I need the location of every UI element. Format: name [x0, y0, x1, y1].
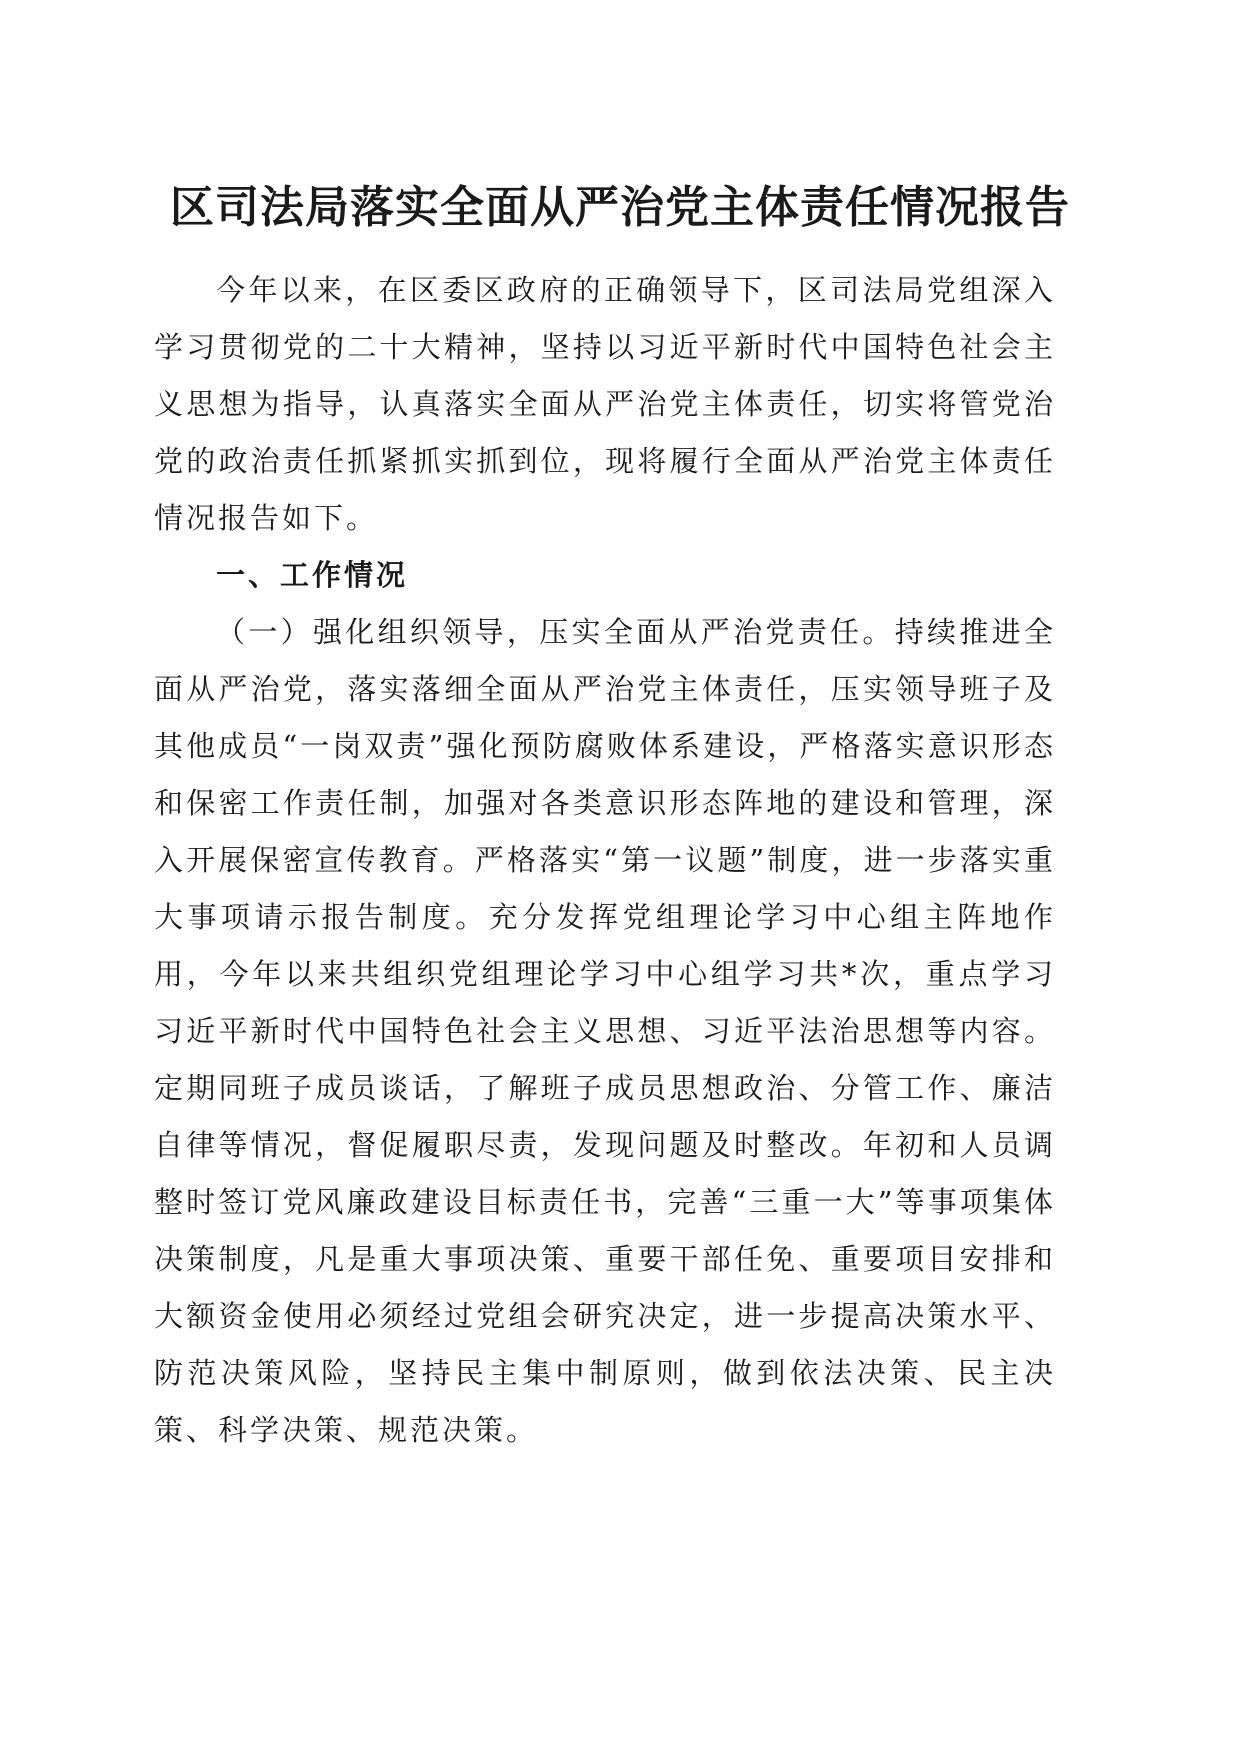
subsection-body-1: 持续推进全面从严治党，落实落细全面从严治党主体责任，压实领导班子及其他成员“一岗双责”强化预防腐败体系建设，严格落实意识形态和保密工作责任制，加强对各类意识形态阵地的建设和管理，深入开展保密宣传教育。严格落实“第一议题”制度，进一步落实重大事项请示报告制度。充分发挥党组理论学习中心组主阵地作用，今年以来共组织党组理论学习中心组学习共*次，重点学习习近平新时代中国特色社会主义思想、习近平法治思想等内容。定期同班子成员谈话，了解班子成员思想政治、分管工作、廉洁自律等情况，督促履职尽责，发现问题及时整改。年初和人员调整时签订党风廉政建设目标责任书，完善“三重一大”等事项集体决策制度，凡是重大事项决策、重要干部任免、重要项目安排和大额资金使用必须经过党组会研究决定，进一步提高决策水平、防范决策风险，坚持民主集中制原则，做到依法决策、民主决策、科学决策、规范决策。: [154, 615, 1056, 1447]
section-heading-work-status: 一、工作情况: [216, 558, 409, 592]
document-body: [154, 262, 1056, 1459]
subsection-lead-1: （一）强化组织领导，压实全面从严治党责任。: [216, 615, 895, 649]
document-title: 区司法局落实全面从严治党主体责任情况报告: [170, 182, 1070, 233]
subsection-paragraph-1: [154, 604, 1056, 1459]
intro-paragraph: 今年以来，在区委区政府的正确领导下，区司法局党组深入学习贯彻党的二十大精神，坚持以习近平新时代中国特色社会主义思想为指导，认真落实全面从严治党主体责任，切实将管党治党的政治责任抓紧抓实抓到位，现将履行全面从严治党主体责任情况报告如下。: [154, 273, 1056, 535]
